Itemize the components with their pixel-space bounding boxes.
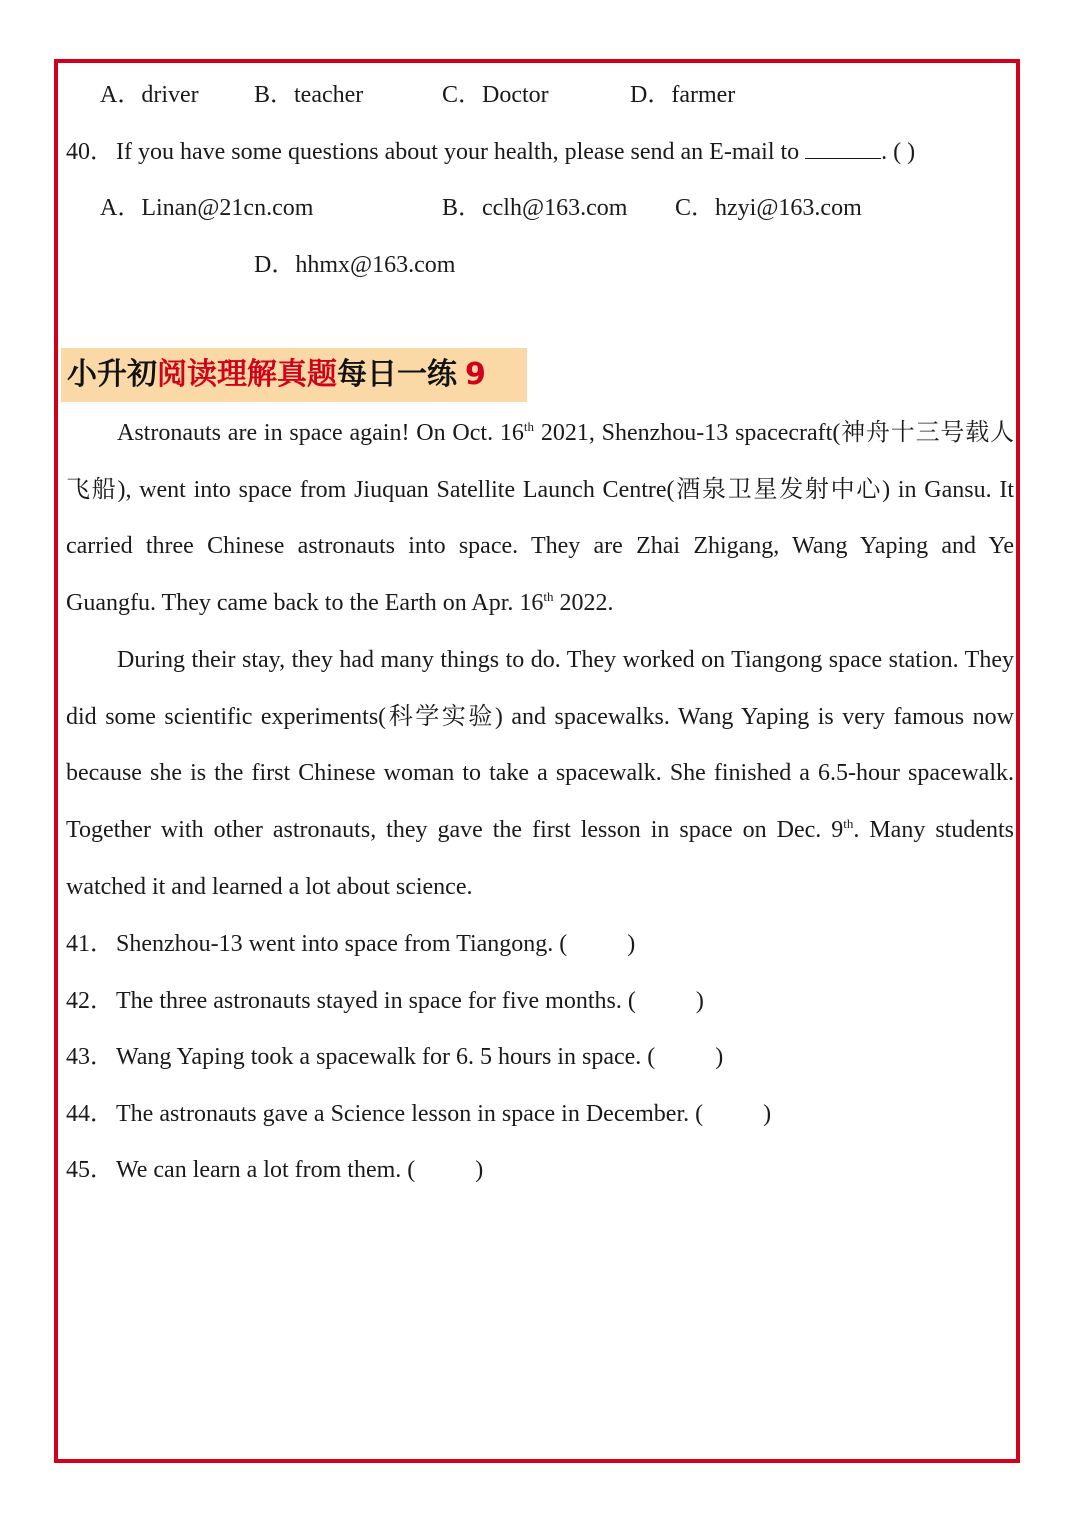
question-text: The three astronauts stayed in space for five months. ( ) bbox=[116, 988, 704, 1014]
question-44 bbox=[66, 1099, 771, 1129]
q40-option-b: B．cclh@163.com bbox=[442, 195, 628, 221]
question-number: 41． bbox=[66, 931, 114, 957]
question-text: The astronauts gave a Science lesson in space in December. ( ) bbox=[116, 1101, 772, 1127]
question-text: We can learn a lot from them. ( ) bbox=[116, 1157, 484, 1183]
q39-option-a: A．driver bbox=[100, 82, 199, 108]
banner-part-2: 阅读理解真题 bbox=[157, 357, 337, 392]
question-number: 42． bbox=[66, 988, 114, 1014]
question-number: 44． bbox=[66, 1101, 114, 1127]
banner-part-4: 9 bbox=[465, 357, 486, 392]
q39-option-d: D．farmer bbox=[630, 82, 736, 108]
question-41 bbox=[66, 929, 635, 959]
p1-sup-1: th bbox=[523, 419, 535, 434]
question-40-paren: . ( ) bbox=[881, 139, 916, 165]
p2-sup-1: th bbox=[843, 816, 854, 832]
question-number: 45． bbox=[66, 1157, 114, 1183]
question-45 bbox=[66, 1155, 483, 1185]
question-text: Shenzhou-13 went into space from Tiangong. ( ) bbox=[116, 931, 636, 957]
passage-paragraph-1 bbox=[66, 405, 1014, 632]
q40-option-a: A．Linan@21cn.com bbox=[100, 195, 314, 221]
banner-part-1: 小升初 bbox=[67, 357, 157, 392]
question-40 bbox=[66, 137, 915, 167]
p2-text-1: During their stay, they had many things to do. They worked on Tiangong space station. They did some scientific experiments(科学实验) and spacewalks. Wang Yaping is very famous now because she is the first Chinese woman to take a spacewalk. She finished a 6.5-hour spacewalk. Together with other astronauts, they gave the first lesson in space on Dec. 9 bbox=[66, 647, 1014, 844]
passage-paragraph-2 bbox=[66, 632, 1014, 916]
question-40-number: 40． bbox=[66, 139, 114, 165]
answer-blank bbox=[805, 138, 881, 159]
q40-option-c: C．hzyi@163.com bbox=[675, 195, 862, 221]
p1-text-3: 2022. bbox=[553, 590, 614, 617]
p1-text-1: Astronauts are in space again! On Oct. 16 bbox=[117, 420, 524, 446]
question-number: 43． bbox=[66, 1044, 114, 1070]
question-43 bbox=[66, 1042, 723, 1072]
q39-option-b: B．teacher bbox=[254, 82, 364, 108]
section-banner bbox=[61, 348, 527, 402]
banner-part-3: 每日一练 bbox=[337, 357, 457, 392]
question-40-text: If you have some questions about your health, please send an E-mail to bbox=[116, 139, 800, 165]
p1-text-2: 2021, Shenzhou-13 spacecraft(神舟十三号载人飞船), went into space from Jiuquan Satellite Launch Centre(酒泉卫星发射中心) in Gansu. It carried three Chinese astronauts into space. They are Zhai Zhigang, Wang Yaping and Ye Guangfu. They came back to the Earth on Apr. 16 bbox=[66, 420, 1015, 617]
p1-sup-2: th bbox=[543, 589, 554, 605]
p2-text-2: . Many students watched it and learned a lot about science. bbox=[66, 817, 1014, 900]
q39-option-c: C．Doctor bbox=[442, 82, 549, 108]
question-text: Wang Yaping took a spacewalk for 6. 5 hours in space. ( ) bbox=[116, 1044, 724, 1070]
question-42 bbox=[66, 986, 704, 1016]
q40-option-d: D．hhmx@163.com bbox=[254, 252, 456, 278]
